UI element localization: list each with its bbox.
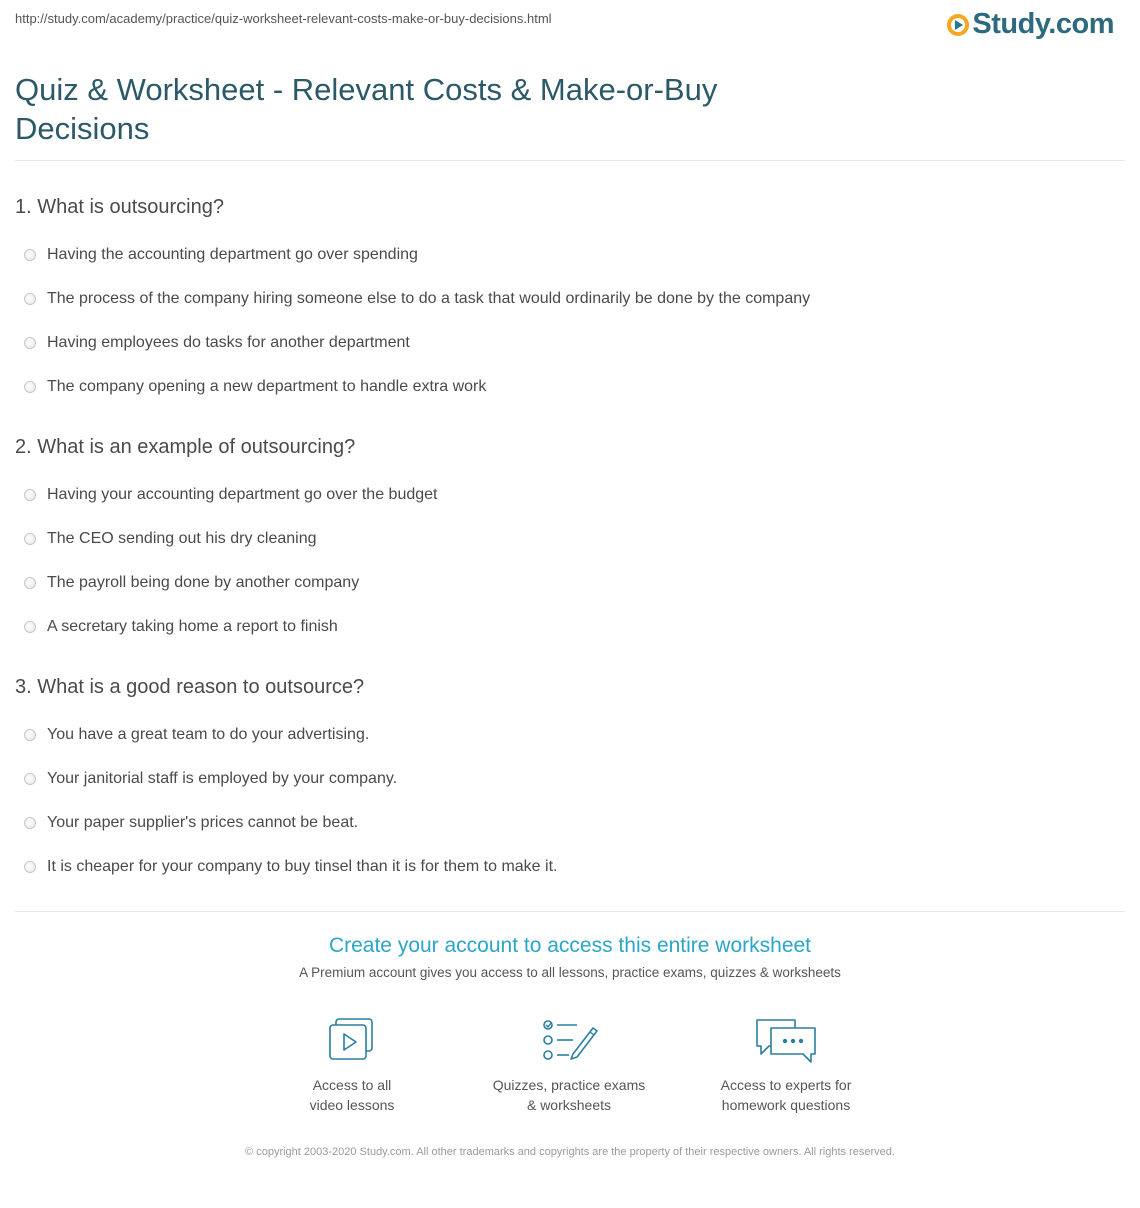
option-label: A secretary taking home a report to finish bbox=[47, 618, 338, 635]
answer-option[interactable] bbox=[15, 327, 1115, 371]
option-label: It is cheaper for your company to buy tinsel than it is for them to make it. bbox=[47, 858, 558, 875]
radio-button[interactable] bbox=[24, 533, 36, 545]
radio-button[interactable] bbox=[24, 773, 36, 785]
quiz-checklist-icon bbox=[539, 1016, 599, 1064]
page-title: Quiz & Worksheet - Relevant Costs & Make-or-Buy Decisions bbox=[15, 72, 718, 146]
study-logo[interactable] bbox=[947, 8, 1114, 41]
divider bbox=[15, 911, 1125, 912]
radio-button[interactable] bbox=[24, 489, 36, 501]
option-label: The company opening a new department to handle extra work bbox=[47, 378, 487, 395]
answer-option[interactable] bbox=[15, 719, 1115, 763]
radio-button[interactable] bbox=[24, 729, 36, 741]
option-label: Having your accounting department go over the budget bbox=[47, 486, 438, 503]
radio-button[interactable] bbox=[24, 577, 36, 589]
feature-line: video lessons bbox=[309, 1097, 395, 1113]
answer-option[interactable] bbox=[15, 239, 1115, 283]
copyright-footer: © copyright 2003-2020 Study.com. All other trademarks and copyrights are the property of their respective owners. All rights reserved. bbox=[245, 1146, 895, 1158]
question-title: 3. What is a good reason to outsource? bbox=[15, 676, 365, 698]
radio-button[interactable] bbox=[24, 861, 36, 873]
option-label: You have a great team to do your advertising. bbox=[47, 726, 370, 743]
radio-button[interactable] bbox=[24, 293, 36, 305]
feature-line: Access to all bbox=[312, 1077, 392, 1093]
divider bbox=[15, 160, 1125, 161]
question-title: 2. What is an example of outsourcing? bbox=[15, 436, 356, 458]
question-1 bbox=[15, 195, 1115, 415]
answer-option[interactable] bbox=[15, 611, 1115, 655]
create-account-link[interactable]: Create your account to access this entire worksheet bbox=[328, 934, 812, 957]
question-3 bbox=[15, 675, 1115, 895]
page-url: http://study.com/academy/practice/quiz-worksheet-relevant-costs-make-or-buy-decisions.html bbox=[15, 11, 552, 26]
radio-button[interactable] bbox=[24, 249, 36, 261]
answer-option[interactable] bbox=[15, 371, 1115, 415]
feature-line: homework questions bbox=[721, 1097, 851, 1113]
expert-chat-icon bbox=[753, 1016, 819, 1064]
feature-experts bbox=[686, 1016, 886, 1115]
answer-option[interactable] bbox=[15, 763, 1115, 807]
option-label: Your janitorial staff is employed by your company. bbox=[47, 770, 398, 787]
feature-line: & worksheets bbox=[526, 1097, 612, 1113]
feature-quizzes bbox=[469, 1016, 669, 1115]
question-title: 1. What is outsourcing? bbox=[15, 196, 224, 218]
feature-line: Access to experts for bbox=[720, 1077, 852, 1093]
answer-option[interactable] bbox=[15, 283, 1115, 327]
option-label: The CEO sending out his dry cleaning bbox=[47, 530, 317, 547]
video-lessons-icon bbox=[324, 1016, 380, 1064]
answer-option[interactable] bbox=[15, 851, 1115, 895]
option-label: The payroll being done by another company bbox=[47, 574, 360, 591]
option-label: Having the accounting department go over spending bbox=[47, 246, 418, 263]
option-label: Your paper supplier's prices cannot be beat. bbox=[47, 814, 359, 831]
premium-description: A Premium account gives you access to all lessons, practice exams, quizzes & worksheets bbox=[299, 965, 841, 980]
question-2 bbox=[15, 435, 1115, 655]
option-label: The process of the company hiring someone else to do a task that would ordinarily be done by the company bbox=[47, 290, 811, 307]
feature-video-lessons bbox=[252, 1016, 452, 1115]
logo-text: Study.com bbox=[972, 8, 1114, 40]
radio-button[interactable] bbox=[24, 381, 36, 393]
play-logo-icon bbox=[947, 14, 969, 36]
radio-button[interactable] bbox=[24, 337, 36, 349]
answer-option[interactable] bbox=[15, 479, 1115, 523]
feature-line: Quizzes, practice exams bbox=[492, 1077, 646, 1093]
answer-option[interactable] bbox=[15, 523, 1115, 567]
answer-option[interactable] bbox=[15, 567, 1115, 611]
radio-button[interactable] bbox=[24, 817, 36, 829]
radio-button[interactable] bbox=[24, 621, 36, 633]
option-label: Having employees do tasks for another department bbox=[47, 334, 410, 351]
answer-option[interactable] bbox=[15, 807, 1115, 851]
